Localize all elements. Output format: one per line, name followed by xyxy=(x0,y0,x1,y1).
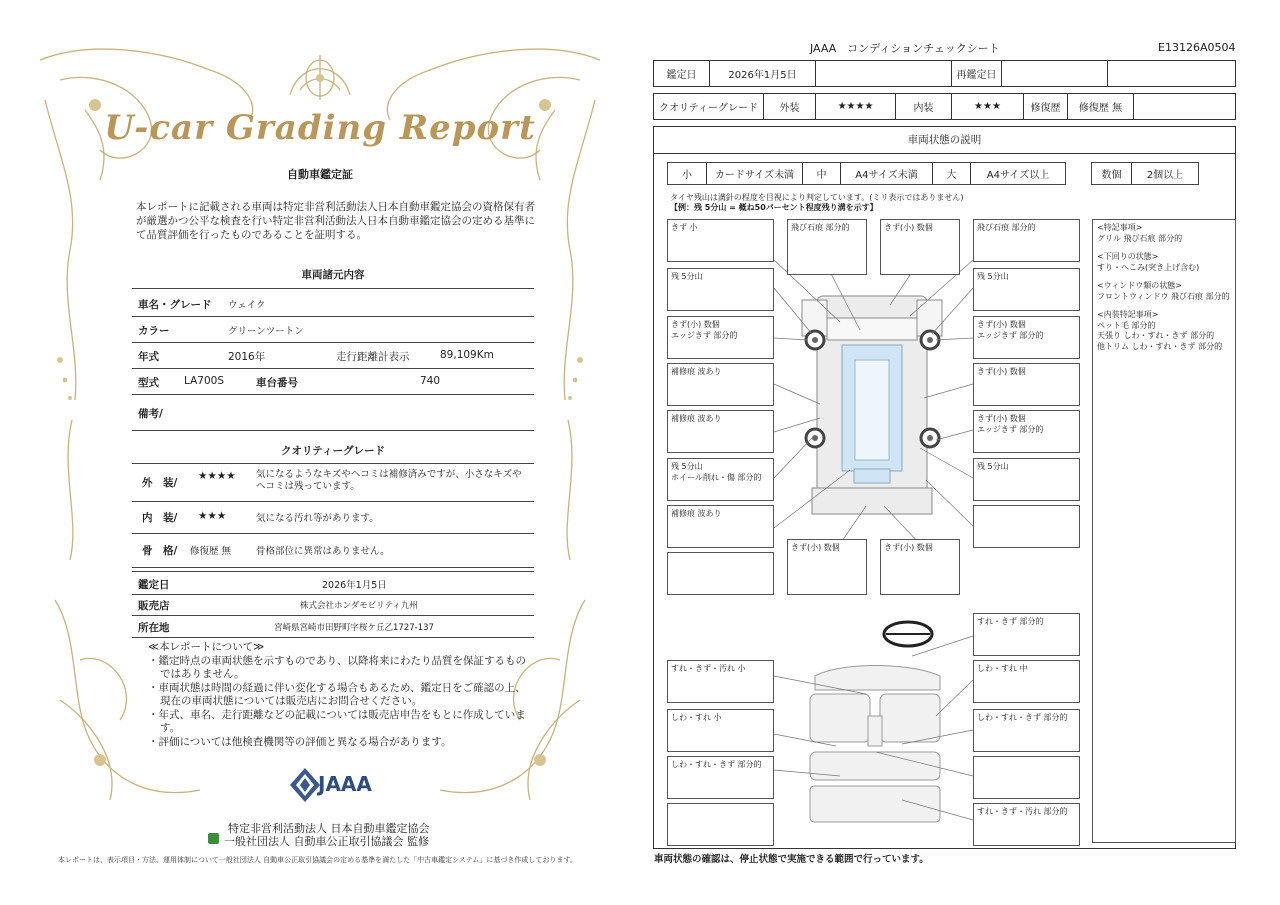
chassis-label: 車台番号 xyxy=(256,377,298,389)
appraisal-value: 2026年1月5日 xyxy=(710,61,816,86)
size-large-desc: A4サイズ以上 xyxy=(986,170,1050,181)
vehicle-heading: 車両諸元内容 xyxy=(301,269,365,281)
appraisal-value: 2026年1月5日 xyxy=(322,580,387,591)
frame-value: 修復歴 無 xyxy=(190,546,232,557)
damage-box: 補修痕 波あり xyxy=(667,363,774,406)
damage-box: 補修痕 波あり xyxy=(667,505,774,548)
notes-title: ≪本レポートについて≫ xyxy=(148,641,265,653)
notes-group-item: ペット毛 部分的 xyxy=(1097,320,1156,330)
damage-box: 残 5分山 xyxy=(973,268,1080,311)
notes-group-title: <ウィンドウ類の状態> xyxy=(1097,281,1182,290)
frame-label: 骨 格/ xyxy=(142,545,178,557)
jaaa-logo-text: JAAA xyxy=(318,772,372,796)
damage-box: しわ・すれ 小 xyxy=(667,709,774,752)
interior-row xyxy=(132,501,534,534)
jaaa-emblem-icon xyxy=(290,768,320,802)
notes-group-item: フロントウィンドウ 飛び石痕 部分的 xyxy=(1097,291,1230,301)
damage-box xyxy=(973,505,1080,548)
divider xyxy=(132,463,534,464)
sheet-title: JAAA コンディションチェックシート xyxy=(810,42,1000,55)
size-small: 小 xyxy=(668,163,707,184)
exterior-row xyxy=(132,465,534,502)
interior-label: 内装 xyxy=(896,94,952,119)
notes-group-item: 他トリム しわ・すれ・きず 部分的 xyxy=(1097,341,1223,351)
frame-text: 骨格部位に異常はありません。 xyxy=(256,546,390,557)
repair-value: 修復歴 無 xyxy=(1068,94,1134,119)
notes-group xyxy=(1097,281,1231,302)
note-item: ・評価については他検査機関等の評価と異なる場合があります。 xyxy=(148,735,452,748)
size-medium: 中 xyxy=(803,163,841,184)
damage-box: しわ・すれ 中 xyxy=(973,660,1080,703)
damage-box: 補修痕 波あり xyxy=(667,410,774,453)
color-value: グリーンツートン xyxy=(228,326,304,337)
address-label: 所在地 xyxy=(138,622,170,634)
damage-box: しわ・すれ・きず 部分的 xyxy=(667,756,774,799)
interior-text: 気になる汚れ等があります。 xyxy=(256,513,379,524)
certificate-subtitle: 自動車鑑定証 xyxy=(287,168,353,181)
exterior-label: 外 装/ xyxy=(142,477,178,489)
damage-box: しわ・すれ・きず 部分的 xyxy=(973,709,1080,752)
interior-stars: ★★★ xyxy=(952,94,1024,119)
type-row xyxy=(132,368,534,395)
quality-label: クオリティーグレード xyxy=(654,94,764,119)
count-value: 2個以上 xyxy=(1146,170,1184,181)
condition-heading: 車両状態の説明 xyxy=(653,126,1236,154)
exterior-text: 気になるようなキズやヘコミは補修済みですが、小さなキズやヘコミは残っています。 xyxy=(256,469,522,492)
damage-box: 残 5分山 xyxy=(667,268,774,311)
notes-group xyxy=(1097,310,1231,352)
color-row xyxy=(132,316,534,343)
condition-check-sheet xyxy=(640,0,1280,905)
size-medium-desc: A4サイズ未満 xyxy=(841,163,933,184)
damage-box: すれ・きず 部分的 xyxy=(973,613,1080,656)
damage-box: 飛び石痕 部分的 xyxy=(787,219,867,275)
damage-box xyxy=(667,552,774,595)
supervisor: 一般社団法人 自動車公正取引協議会 監修 xyxy=(224,835,429,848)
damage-box xyxy=(973,756,1080,799)
damage-box: きず 小 xyxy=(667,219,774,262)
notes-group-title: <特記事項> xyxy=(1097,223,1143,232)
appraisal-label: 鑑定日 xyxy=(654,61,710,86)
damage-box: きず(小) 数個 xyxy=(880,219,960,275)
damage-box: 飛び石痕 部分的 xyxy=(973,219,1080,262)
damage-box: きず(小) 数個 エッジきず 部分的 xyxy=(973,316,1080,359)
dealer-label: 販売店 xyxy=(138,600,170,612)
year-label: 年式 xyxy=(138,351,159,363)
mileage-label: 走行距離計表示 xyxy=(336,351,410,363)
note-item: ・年式、車名、走行距離などの記載については販売店申告をもとに作成しています。 xyxy=(148,708,526,734)
damage-box: 残 5分山 ホイール削れ・傷 部分的 xyxy=(667,458,774,501)
damage-box: きず(小) 数個 xyxy=(880,539,960,595)
repair-label: 修復歴 xyxy=(1024,94,1068,119)
notes-group-item: グリル 飛び石痕 部分的 xyxy=(1097,233,1183,243)
model-label: 車名・グレード xyxy=(138,299,212,311)
model-row xyxy=(132,290,534,317)
damage-box: 残 5分山 xyxy=(973,458,1080,501)
notes-group xyxy=(1097,252,1231,273)
damage-box: きず(小) 数個 エッジきず 部分的 xyxy=(973,410,1080,453)
damage-box: きず(小) 数個 xyxy=(787,539,867,595)
appraisal-label: 鑑定日 xyxy=(138,579,170,591)
note-item: ・鑑定時点の車両状態を示すものであり、以降将来にわたり品質を保証するものではありません。 xyxy=(148,654,526,680)
damage-box: すれ・きず・汚れ 部分的 xyxy=(973,803,1080,846)
notes-group-item: 天張り しわ・すれ・きず 部分的 xyxy=(1097,331,1215,340)
jaaa-logo xyxy=(290,766,390,806)
remarks-row xyxy=(132,394,534,431)
document-id: E13126A0504 xyxy=(1158,41,1236,54)
size-large: 大 xyxy=(933,163,971,184)
damage-box xyxy=(667,803,774,846)
fine-print: 本レポートは、表示項目・方法、運用体制について一般社団法人 自動車公正取引協議会の定める基準を満たした「中古車鑑定システム」に基づき作成しております。 xyxy=(58,856,577,864)
year-value: 2016年 xyxy=(228,351,266,363)
quality-heading: クオリティーグレード xyxy=(281,445,385,457)
exterior-label: 外装 xyxy=(764,94,816,119)
exterior-stars: ★★★★ xyxy=(198,470,236,482)
count-label: 数個 xyxy=(1092,163,1132,184)
exterior-stars: ★★★★ xyxy=(816,94,896,119)
damage-box: きず(小) 数個 エッジきず 部分的 xyxy=(667,316,774,359)
notes-group-title: <内装特記事項> xyxy=(1097,310,1159,319)
interior-stars: ★★★ xyxy=(198,510,227,522)
notes-group-title: <下回りの状態> xyxy=(1097,252,1159,261)
remarks-label: 備考/ xyxy=(138,408,163,420)
org-name: 特定非営利活動法人 日本自動車鑑定協会 xyxy=(228,822,430,835)
model-value: ウェイク xyxy=(228,300,266,311)
notes-group xyxy=(1097,223,1231,244)
divider xyxy=(132,288,534,289)
council-mark-icon xyxy=(208,833,219,844)
sheet-footer: 車両状態の確認は、停止状態で実施できる範囲で行っています。 xyxy=(654,854,929,865)
notes-column xyxy=(1092,219,1236,843)
interior-label: 内 装/ xyxy=(142,512,178,524)
type-label: 型式 xyxy=(138,377,159,389)
damage-box: きず(小) 数個 xyxy=(973,363,1080,406)
frame-row xyxy=(132,533,534,568)
appraisal-row xyxy=(132,571,534,595)
reappraisal-label: 再鑑定日 xyxy=(952,61,1002,86)
chassis-value: 740 xyxy=(420,375,441,387)
tire-note: タイヤ残山は溝針の程度を目視により判定しています。(ミリ表示ではありません) xyxy=(670,193,964,202)
type-value: LA700S xyxy=(184,375,224,387)
dealer-row xyxy=(132,593,534,616)
damage-box: すれ・きず・汚れ 小 xyxy=(667,660,774,703)
dealer-value: 株式会社ホンダモビリティ九州 xyxy=(300,601,418,611)
mileage-value: 89,109Km xyxy=(440,349,494,361)
notes-group-item: すり・へこみ(突き上げ含む) xyxy=(1097,262,1200,272)
certificate-intro: 本レポートに記載される車両は特定非営利活動法人日本自動車鑑定協会の資格保有者が厳選かつ公平な検査を行い特定非営利活動法人日本自動車鑑定協会の定める基準にて品質評価を行ったものであることを証明する。 xyxy=(136,201,535,241)
address-value: 宮崎県宮崎市田野町字桜ケ丘乙1727-137 xyxy=(274,623,434,633)
script-title: U-car Grading Report xyxy=(104,108,536,148)
address-row xyxy=(132,615,534,638)
tire-example: 【例：残 5分山 = 概ね50パーセント程度残り溝を示す】 xyxy=(670,203,878,212)
size-small-desc: カードサイズ未満 xyxy=(707,163,803,184)
notes xyxy=(148,641,528,749)
color-label: カラー xyxy=(138,325,170,337)
note-item: ・車両状態は時間の経過に伴い変化する場合もあるため、鑑定日をご確認の上、現在の車両状態については販売店にお問合せください。 xyxy=(148,681,526,707)
year-row xyxy=(132,342,534,369)
